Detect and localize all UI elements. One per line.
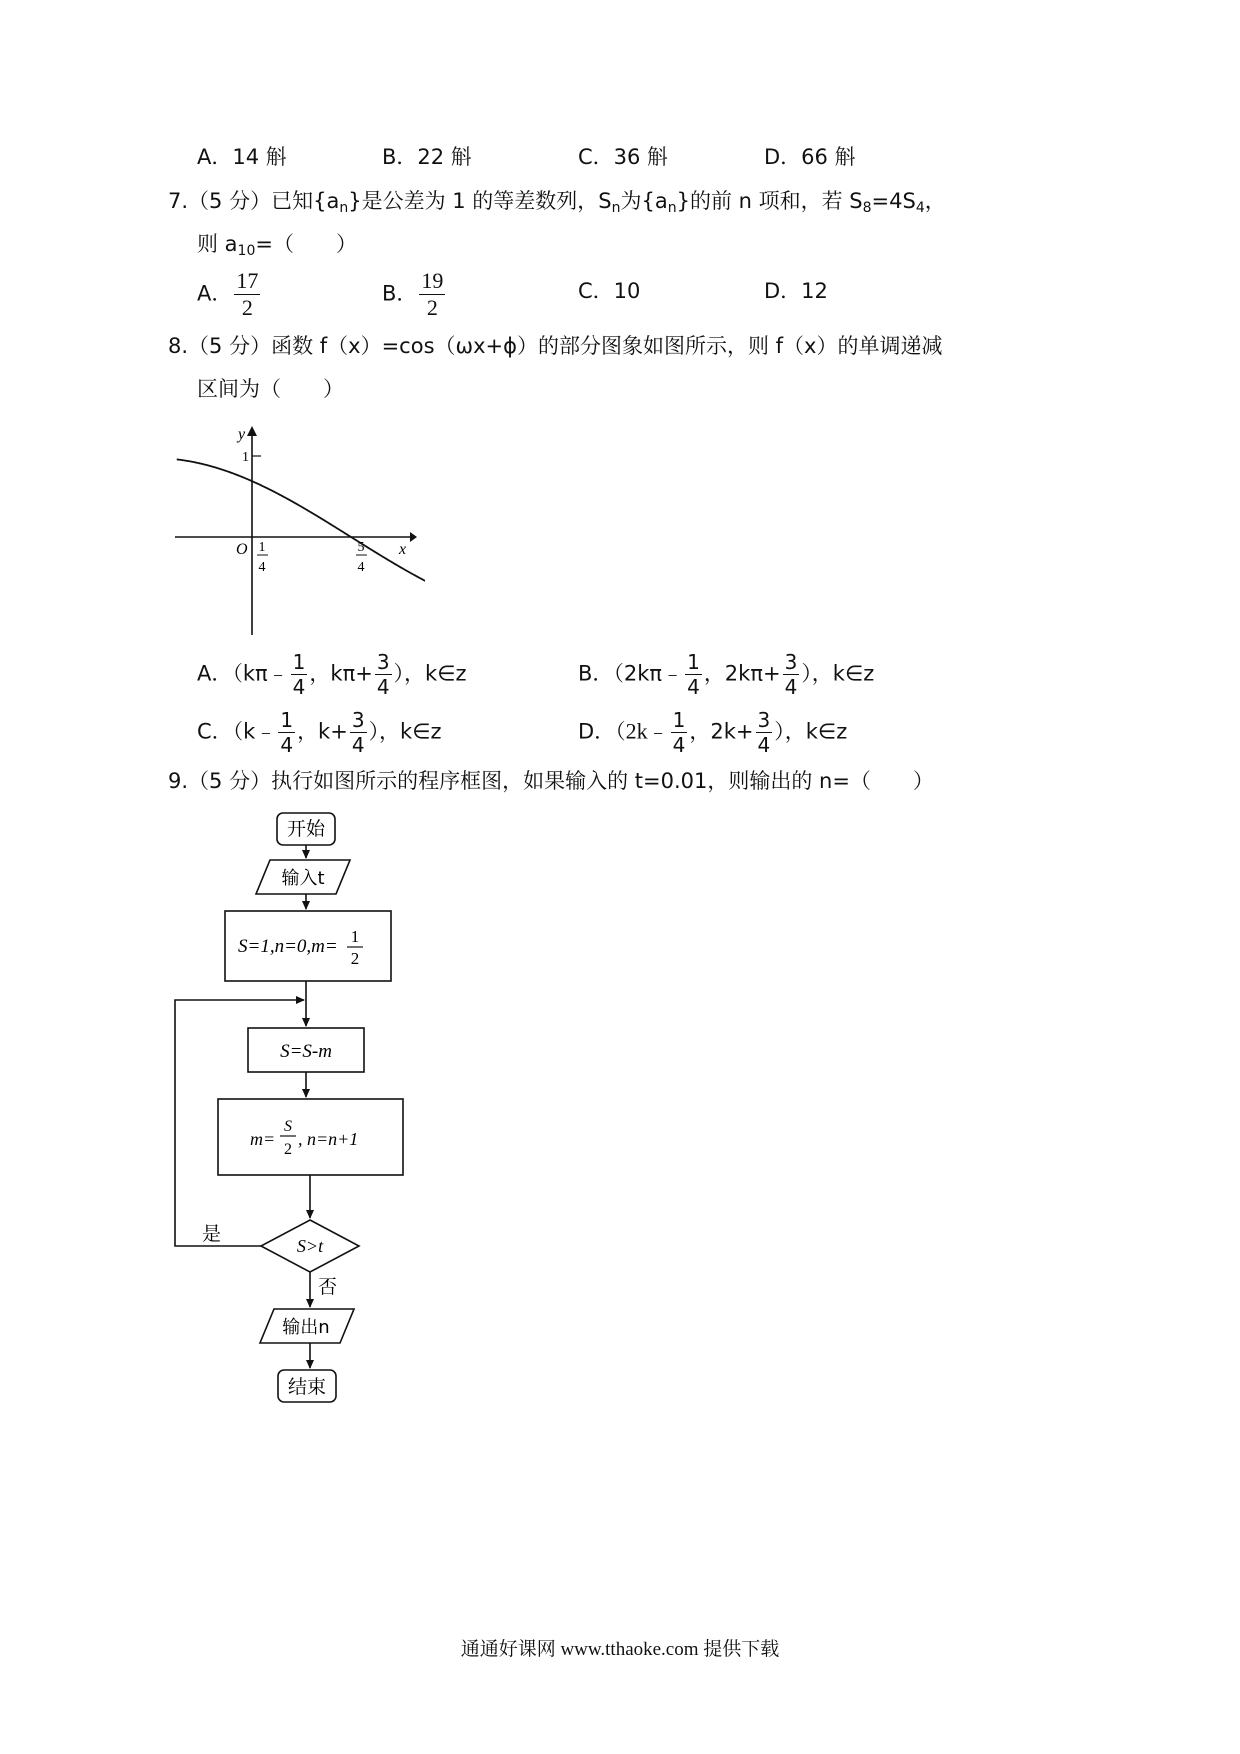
x-tick-2-den: 4 [357,560,365,575]
init-label: S=1,n=0,m= [238,936,338,957]
fraction: $\frac{3}{4}$ [784,650,798,699]
step-subtract-label: S=S-m [280,1041,332,1062]
end-label: 结束 [287,1376,327,1398]
x-tick-1-num: 1 [258,540,266,555]
x-tick-2-num: 5 [357,540,365,555]
fraction: $\frac{19}{2}$ [421,268,444,320]
decision-label: S>t [296,1236,324,1256]
q8-stem-line2: 区间为（ ） [197,377,344,401]
input-label: 输入t [281,868,325,889]
fraction: $\frac{1}{4}$ [280,708,294,757]
fraction: $\frac{3}{4}$ [351,708,365,757]
fraction: $\frac{1}{4}$ [292,650,306,699]
cosine-graph [165,420,425,640]
q8-option-a: A．（kπ﹣ $\frac{1}{4}$ ，kπ+ $\frac{3}{4}$ ），k∈z [197,650,467,699]
yes-label: 是 [202,1223,222,1245]
x-tick-1-den: 4 [258,560,266,575]
q7-option-d: D．12 [764,279,828,303]
fraction: $\frac{17}{2}$ [236,268,259,320]
start-label: 开始 [286,818,326,840]
step-update-label-2: , n=n+1 [298,1129,359,1149]
step-frac-num: S [284,1118,292,1135]
fraction: $\frac{3}{4}$ [376,650,390,699]
q7-option-b: B． $\frac{19}{2}$ [382,268,444,320]
fraction: $\frac{1}{4}$ [687,650,700,699]
no-label: 否 [318,1276,338,1298]
init-frac-den: 2 [350,949,360,968]
step-update-label: m= [250,1129,276,1149]
q6-option-d: D．66 斛 [764,145,856,169]
q6-option-c: C．36 斛 [578,145,669,169]
q7-option-c: C．10 [578,279,641,303]
q7-stem-line2: 则 $a_{10}=$（ ） [197,232,357,259]
q7-option-a: A． $\frac{17}{2}$ [197,268,259,320]
init-frac-num: 1 [350,927,360,946]
q9-stem: 9.（5 分）执行如图所示的程序框图，如果输入的 t=0.01，则输出的 n=（ ） [168,769,934,793]
cosine-curve [177,459,425,609]
q6-option-b: B．22 斛 [382,145,472,169]
x-axis-arrow [410,532,417,542]
program-flowchart [160,800,440,1430]
origin-label: O [236,541,248,558]
q8-option-b: B．（2kπ﹣ $\frac{1}{4}$ ，2kπ+ $\frac{3}{4}$ ），k∈z [578,650,875,699]
q6-option-a: A．14 斛 [197,145,287,169]
output-label: 输出n [282,1317,330,1338]
q8-option-c: C．（k﹣ $\frac{1}{4}$ ，k+ $\frac{3}{4}$ ），k∈z [197,708,442,757]
q8-option-d: D．（2k﹣ $\frac{1}{4}$ ，2k+ $\frac{3}{4}$ ），k∈z [578,708,848,757]
q8-stem: 8.（5 分）函数 f（x）=cos（ωx+ϕ）的部分图象如图所示，则 f（x）的单调递减 [168,334,943,358]
y-axis-arrow [247,426,257,436]
fraction: $\frac{1}{4}$ [672,708,686,757]
fraction: $\frac{3}{4}$ [757,708,771,757]
step-frac-den: 2 [284,1141,292,1158]
y-axis-label: y [238,426,246,443]
q7-stem: 7.（5 分）已知$\{a_n\}$是公差为 1 的等差数列，$S_n$为$\{a_n\}$的前 n 项和，若 $S_8=4S_4$， [168,189,946,216]
x-axis-label: x [399,541,407,558]
page-footer: 通通好课网 www.tthaoke.com 提供下载 [460,1639,780,1660]
y-tick-label: 1 [242,450,249,465]
